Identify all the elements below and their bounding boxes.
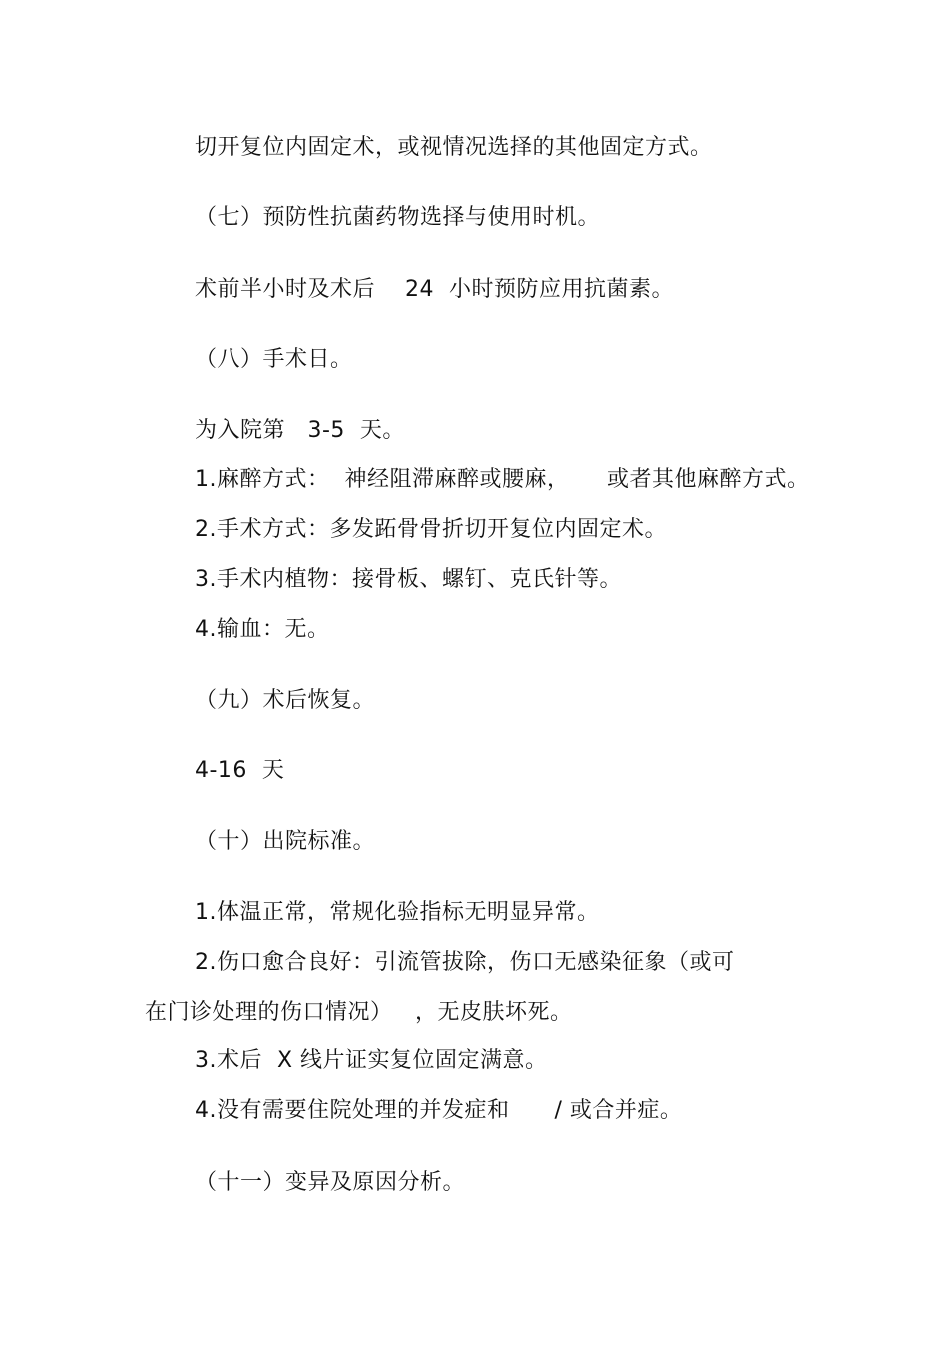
section-heading-7: （七）预防性抗菌药物选择与使用时机。 [195, 205, 601, 230]
section-heading-9: （九）术后恢复。 [195, 688, 376, 713]
text-line-fixation-method: 切开复位内固定术，或视情况选择的其他固定方式。 [195, 135, 713, 160]
list-item-xray: 3.术后 X 线片证实复位固定满意。 [195, 1048, 548, 1073]
text-line-surgery-day: 为入院第 3-5 天。 [195, 418, 405, 443]
list-item-implants: 3.手术内植物：接骨板、螺钉、克氏针等。 [195, 567, 622, 592]
section-heading-8: （八）手术日。 [195, 347, 353, 372]
list-item-wound-healing: 2.伤口愈合良好：引流管拔除，伤口无感染征象（或可 [195, 950, 735, 975]
list-item-transfusion: 4.输血：无。 [195, 617, 330, 642]
text-line-recovery-days: 4-16 天 [195, 758, 285, 783]
list-item-surgery-method: 2.手术方式：多发跖骨骨折切开复位内固定术。 [195, 517, 667, 542]
section-heading-10: （十）出院标准。 [195, 829, 376, 854]
list-item-complications: 4.没有需要住院处理的并发症和 / 或合并症。 [195, 1098, 683, 1123]
list-item-anesthesia: 1.麻醉方式： 神经阻滞麻醉或腰麻， 或者其他麻醉方式。 [195, 467, 810, 492]
text-line-antibiotic-timing: 术前半小时及术后 24 小时预防应用抗菌素。 [195, 277, 674, 302]
list-item-wound-healing-continued: 在门诊处理的伤口情况） ，无皮肤坏死。 [145, 1000, 573, 1025]
section-heading-11: （十一）变异及原因分析。 [195, 1170, 466, 1195]
list-item-temperature: 1.体温正常，常规化验指标无明显异常。 [195, 900, 600, 925]
